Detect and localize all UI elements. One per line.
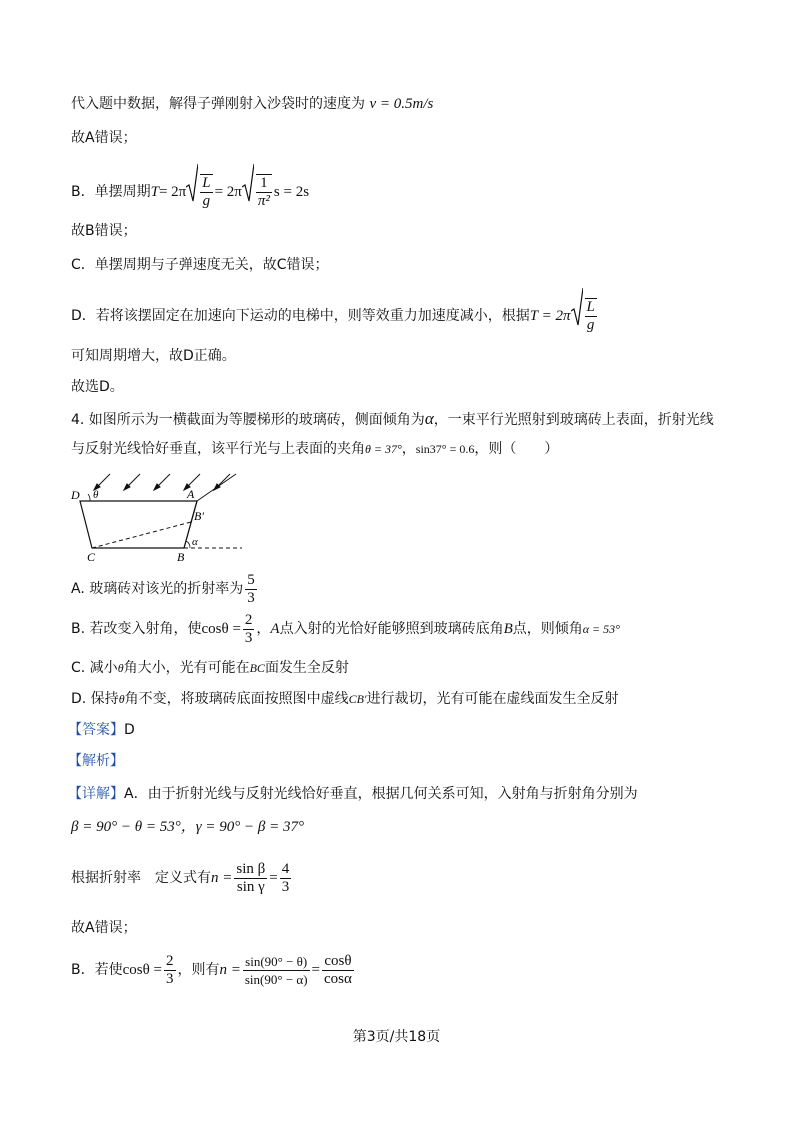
math-expr: α = 53° bbox=[582, 622, 620, 636]
numerator: 1 bbox=[256, 175, 272, 193]
sqrt-symbol bbox=[571, 287, 583, 345]
label-B-prime: B′ bbox=[194, 509, 204, 523]
alpha-arc bbox=[186, 541, 190, 548]
incident-rays bbox=[94, 474, 230, 490]
line-text: 面发生全反射 bbox=[264, 660, 349, 676]
math-op: = 2π bbox=[214, 184, 242, 200]
option-b-analysis bbox=[71, 948, 356, 992]
fraction bbox=[234, 861, 267, 896]
line-text: ，一束平行光照射到玻璃砖上表面，折射光线 bbox=[433, 412, 714, 428]
page-footer: 第3页/共18页 bbox=[352, 1029, 441, 1045]
numerator: sin(90° − θ) bbox=[243, 953, 310, 971]
denominator: sin γ bbox=[236, 878, 265, 895]
text-line: C．单摆周期与子弹速度无关，故C错误； bbox=[71, 257, 329, 273]
theta-arc bbox=[88, 494, 90, 501]
label-A: A bbox=[187, 487, 195, 501]
label-C: C bbox=[87, 550, 96, 564]
math-var: CB′ bbox=[348, 692, 367, 706]
numerator: 5 bbox=[247, 571, 255, 588]
math-result: s = 2s bbox=[273, 184, 310, 200]
math-expr: sin37° = 0.6 bbox=[415, 442, 475, 456]
line-text: B．若使 bbox=[71, 962, 123, 978]
numerator: L bbox=[586, 299, 595, 315]
fraction bbox=[243, 953, 310, 988]
angle-equations: β = 90° − θ = 53°，γ = 90° − β = 37° bbox=[71, 819, 304, 835]
line-text: ，则（ ） bbox=[474, 441, 559, 457]
math-var: α bbox=[424, 409, 434, 428]
label-theta: θ bbox=[93, 489, 99, 501]
numerator: 2 bbox=[166, 952, 174, 969]
text-line: 可知周期增大，故D正确。 bbox=[71, 348, 236, 364]
denominator: g bbox=[586, 317, 595, 333]
denominator: sin(90° − α) bbox=[244, 971, 308, 987]
reflected-ray bbox=[197, 474, 236, 501]
denominator: 3 bbox=[166, 970, 174, 987]
math-var: BC bbox=[249, 661, 265, 675]
math-var: A bbox=[270, 621, 280, 637]
option-b bbox=[71, 610, 620, 648]
math-var: T bbox=[150, 184, 159, 200]
line-text: 与反射光线恰好垂直，该平行光与上表面的夹角 bbox=[71, 441, 365, 457]
denominator: g bbox=[202, 193, 211, 209]
label-B: B bbox=[177, 550, 185, 564]
math-var: θ bbox=[118, 692, 125, 706]
numerator: 2 bbox=[244, 611, 253, 628]
denominator: 3 bbox=[281, 878, 290, 895]
answer-line bbox=[68, 721, 135, 739]
line-text: ， bbox=[256, 621, 271, 637]
line-text: 点入射的光恰好能够照到玻璃砖底角 bbox=[279, 621, 504, 637]
text-line: 故B错误； bbox=[71, 223, 137, 239]
label-D: D bbox=[71, 488, 80, 502]
fraction bbox=[585, 298, 597, 334]
period-formula: T = 2π bbox=[529, 308, 571, 324]
math-expr: n = bbox=[219, 962, 241, 978]
math-op: = bbox=[269, 870, 278, 886]
numerator: 4 bbox=[281, 860, 290, 877]
fraction bbox=[322, 953, 354, 988]
question-4-line-2 bbox=[71, 440, 558, 458]
line-text: B．单摆周期 bbox=[71, 184, 151, 200]
math-op: = bbox=[311, 962, 321, 978]
fraction bbox=[280, 861, 292, 896]
sqrt-symbol bbox=[186, 163, 198, 221]
line-text: 角大小，光有可能在 bbox=[123, 660, 250, 676]
line-text: ，则有 bbox=[177, 962, 220, 978]
answer-value: D bbox=[124, 722, 135, 738]
math-expr: n = bbox=[211, 870, 233, 886]
trapezoid-outline bbox=[80, 501, 197, 548]
cut-dashed-line bbox=[92, 522, 191, 548]
math-expr: cosθ = bbox=[201, 621, 241, 637]
line-text: 进行裁切，光有可能在虚线面发生全反射 bbox=[366, 691, 619, 707]
denominator: 3 bbox=[247, 589, 255, 606]
math-var: θ bbox=[117, 661, 124, 675]
detail-line bbox=[68, 785, 638, 803]
answer-label: 【答案】 bbox=[68, 722, 124, 738]
fraction bbox=[200, 174, 212, 210]
refractive-index-line bbox=[71, 858, 293, 898]
text-line bbox=[71, 287, 599, 331]
numerator: sin β bbox=[236, 860, 266, 877]
math-expr: cosθ = bbox=[122, 962, 162, 978]
sqrt-symbol bbox=[242, 163, 254, 221]
text-line: 故选D。 bbox=[71, 379, 124, 395]
detail-label: 【详解】 bbox=[68, 786, 124, 802]
option-d bbox=[71, 690, 619, 708]
denominator: π² bbox=[257, 193, 270, 209]
denominator: 3 bbox=[244, 629, 253, 646]
line-text: 点，则倾角 bbox=[512, 621, 583, 637]
math-expr: θ = 37° bbox=[365, 442, 402, 456]
pendulum-period-line bbox=[71, 163, 309, 207]
fraction bbox=[243, 612, 255, 647]
velocity-equation: v = 0.5m/s bbox=[369, 96, 434, 112]
line-text: 代入题中数据，解得子弹刚射入沙袋时的速度为 bbox=[71, 96, 365, 112]
text-line bbox=[71, 129, 137, 147]
line-text: 根据折射率 定义式有 bbox=[71, 870, 211, 886]
analysis-label: 【解析】 bbox=[68, 753, 124, 769]
fraction bbox=[164, 953, 176, 988]
text-line bbox=[71, 95, 433, 113]
line-text: D. 保持 bbox=[71, 691, 119, 707]
line-text: A．由于折射光线与反射光线恰好垂直，根据几何关系可知，入射角与折射角分别为 bbox=[124, 786, 638, 802]
text-line: 故A错误； bbox=[71, 920, 137, 936]
analysis-line bbox=[68, 752, 124, 770]
line-text: 4. 如图所示为一横截面为等腰梯形的玻璃砖，侧面倾角为 bbox=[71, 412, 425, 428]
option-c bbox=[71, 659, 349, 677]
line-text: 故A错误； bbox=[71, 130, 137, 146]
line-text: C. 减小 bbox=[71, 660, 118, 676]
line-text: ， bbox=[401, 441, 416, 457]
trapezoid-figure bbox=[66, 468, 256, 568]
label-alpha: α bbox=[192, 536, 198, 548]
denominator: cosα bbox=[324, 970, 352, 987]
line-text: A. 玻璃砖对该光的折射率为 bbox=[71, 581, 244, 597]
option-a bbox=[71, 570, 259, 608]
numerator: L bbox=[202, 175, 211, 191]
line-text: B. 若改变入射角，使 bbox=[71, 621, 202, 637]
numerator: cosθ bbox=[322, 953, 354, 971]
math-var: B bbox=[503, 621, 513, 637]
math-op: = 2π bbox=[158, 184, 187, 200]
question-4-line-1 bbox=[71, 410, 714, 429]
line-text: D．若将该摆固定在加速向下运动的电梯中，则等效重力加速度减小，根据 bbox=[71, 308, 530, 324]
fraction bbox=[245, 572, 257, 607]
line-text: 角不变，将玻璃砖底面按照图中虚线 bbox=[124, 691, 349, 707]
fraction bbox=[256, 174, 272, 210]
